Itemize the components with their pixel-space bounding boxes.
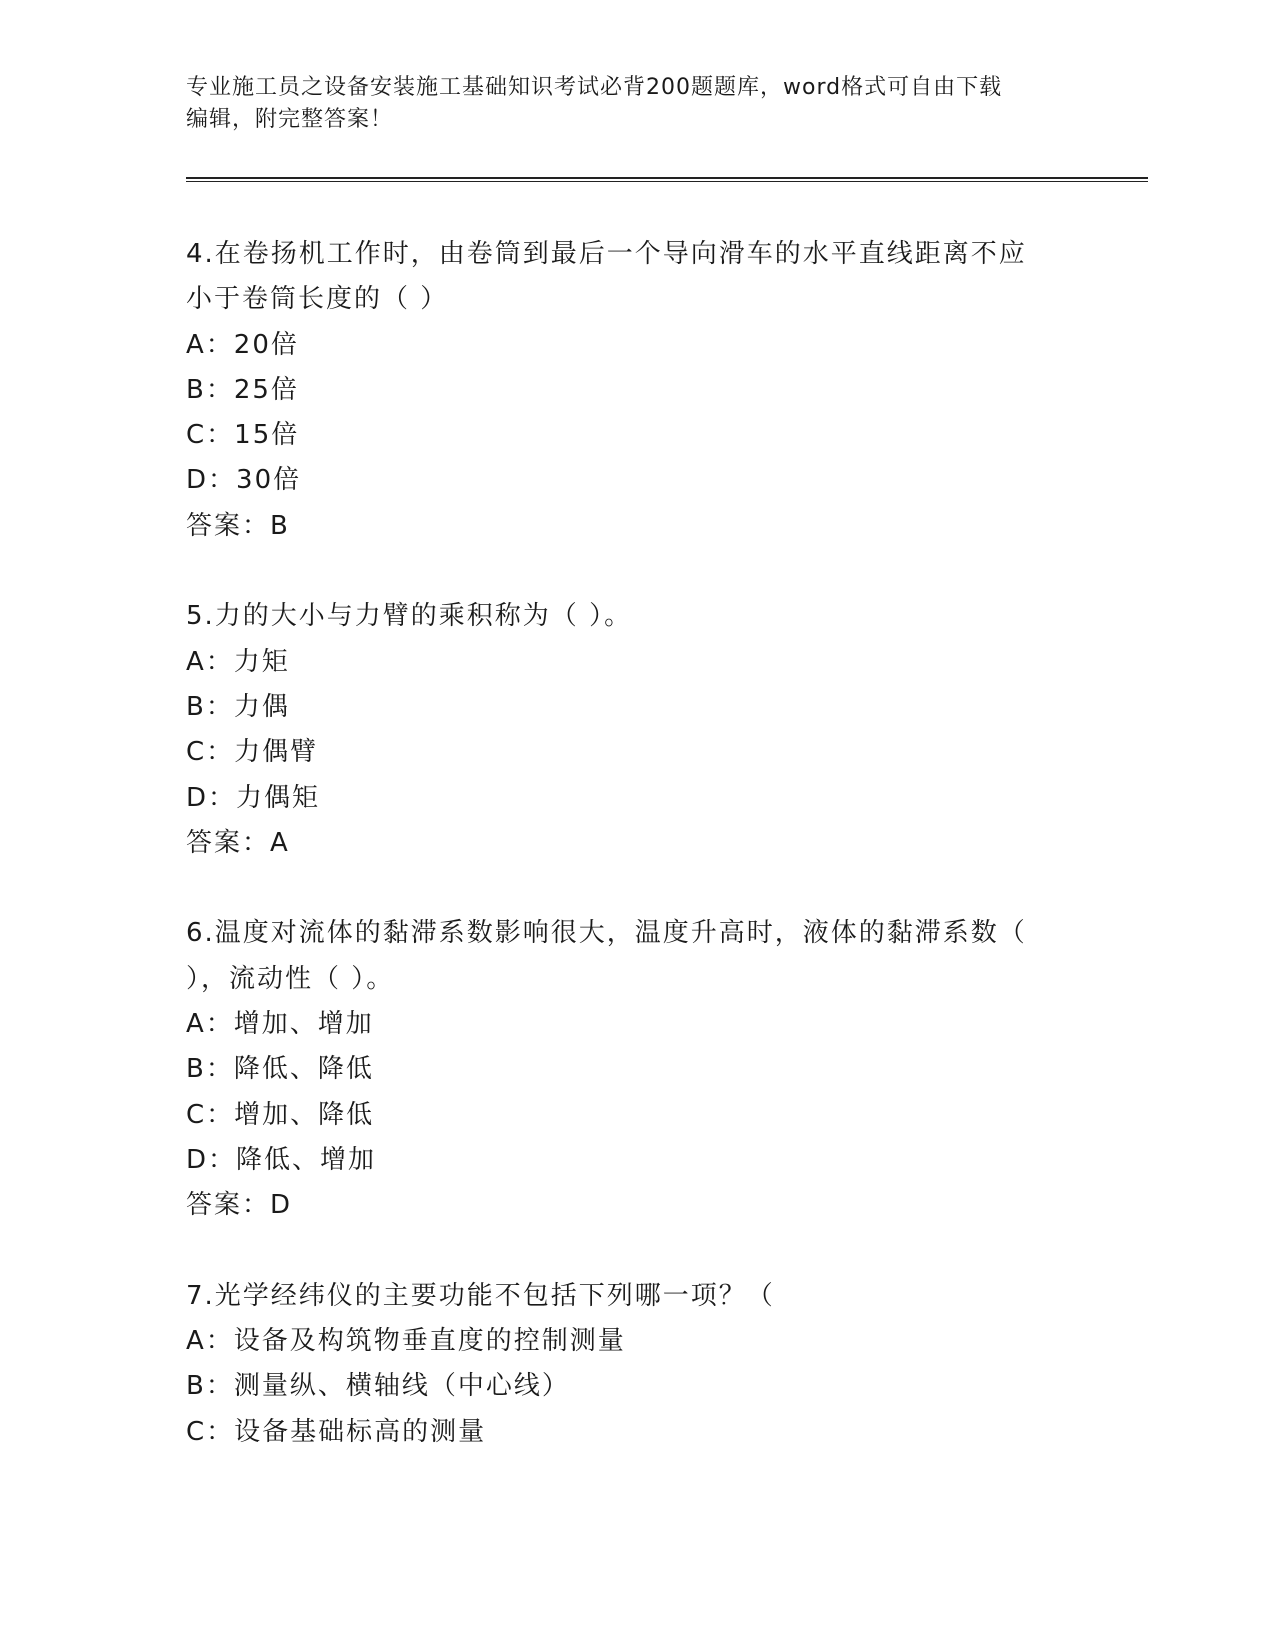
- answer-line: 答案：D: [186, 1190, 293, 1221]
- question-block: [186, 911, 1106, 1228]
- option-d: D：力偶矩: [186, 782, 321, 813]
- question-stem: 6.温度对流体的黏滞系数影响很大，温度升高时，液体的黏滞系数（: [186, 918, 1027, 949]
- option-a: A：增加、增加: [186, 1009, 374, 1040]
- option-a: A：设备及构筑物垂直度的控制测量: [186, 1326, 626, 1357]
- header-line-1: 专业施工员之设备安装施工基础知识考试必背200题题库，word格式可自由下载: [186, 75, 1003, 100]
- option-c: C：15倍: [186, 420, 300, 451]
- question-spacer: [186, 1229, 1106, 1274]
- question-block: [186, 232, 1106, 549]
- question-stem-continued: ），流动性（ ）。: [186, 963, 395, 994]
- document-header: [186, 72, 1066, 136]
- question-spacer: [186, 549, 1106, 594]
- option-a: A：20倍: [186, 329, 299, 360]
- header-divider-thick: [186, 177, 1148, 179]
- option-c: C：力偶臂: [186, 737, 319, 768]
- option-b: B：测量纵、横轴线（中心线）: [186, 1371, 570, 1402]
- option-a: A：力矩: [186, 646, 290, 677]
- option-c: C：设备基础标高的测量: [186, 1416, 487, 1447]
- option-c: C：增加、降低: [186, 1099, 375, 1130]
- question-list: [186, 232, 1106, 1455]
- question-stem: 5.力的大小与力臂的乘积称为（ ）。: [186, 601, 633, 632]
- question-block: [186, 1274, 1106, 1455]
- question-block: [186, 594, 1106, 866]
- answer-line: 答案：A: [186, 827, 290, 858]
- header-divider-thin: [186, 181, 1148, 182]
- option-d: D：降低、增加: [186, 1144, 377, 1175]
- header-line-2: 编辑，附完整答案！: [186, 107, 394, 132]
- option-b: B：25倍: [186, 374, 299, 405]
- option-d: D：30倍: [186, 465, 302, 496]
- question-stem: 4.在卷扬机工作时，由卷筒到最后一个导向滑车的水平直线距离不应: [186, 239, 1027, 269]
- answer-line: 答案：B: [186, 510, 290, 541]
- question-stem-continued: 小于卷筒长度的（ ）: [186, 284, 449, 315]
- option-b: B：降低、降低: [186, 1054, 374, 1085]
- question-stem: 7.光学经纬仪的主要功能不包括下列哪一项？（: [186, 1280, 775, 1311]
- question-spacer: [186, 866, 1106, 911]
- option-b: B：力偶: [186, 691, 290, 722]
